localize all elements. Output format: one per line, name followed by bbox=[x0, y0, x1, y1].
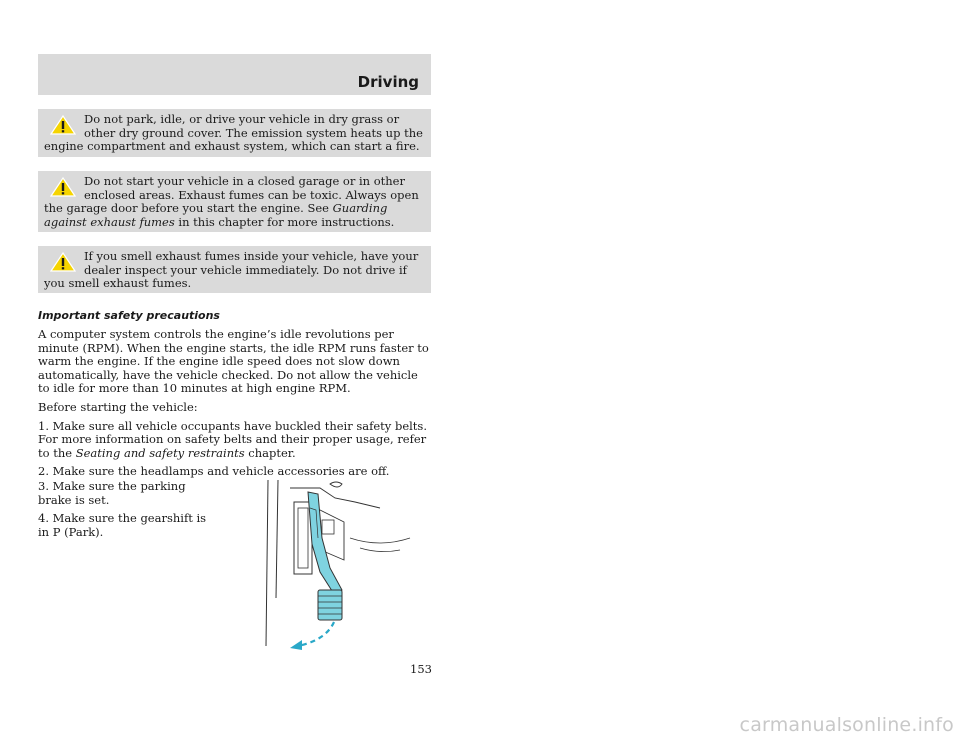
warning-box-exhaust-fumes bbox=[38, 246, 431, 293]
warning-triangle-icon bbox=[50, 252, 76, 272]
paragraph-idle-rpm: A computer system controls the engine’s idle revolutions per minute (RPM). When the engine starts, the idle RPM runs faster to warm the engine. If the engine idle speed does not slow down automatically, have the vehicle checked. Do not allow the vehicle to idle for more than 10 minutes at high engine RPM. bbox=[38, 327, 429, 396]
warning-text-part: in this chapter for more instructions. bbox=[174, 214, 395, 229]
section-heading: Important safety precautions bbox=[38, 309, 220, 322]
warning-box-dry-grass bbox=[38, 109, 431, 157]
page-number: 153 bbox=[410, 662, 432, 676]
cross-reference-link-text: Guarding against exhaust fumes bbox=[44, 201, 388, 229]
cross-reference-link-text: Seating and safety restraints bbox=[75, 445, 245, 460]
step-3: 3. Make sure the parking brake is set. bbox=[38, 479, 186, 507]
step-2: 2. Make sure the headlamps and vehicle accessories are off. bbox=[38, 464, 390, 479]
step-4: 4. Make sure the gearshift is in P (Park). bbox=[38, 511, 207, 539]
site-watermark: carmanualsonline.info bbox=[739, 714, 954, 736]
warning-text-part: Do not start your vehicle in a closed garage or in other enclosed areas. Exhaust fumes can be toxic. Always open the garage door before you start the engine. See bbox=[44, 174, 419, 216]
step-1 bbox=[38, 420, 431, 461]
parking-brake-pedal-illustration bbox=[260, 478, 430, 652]
warning-triangle-icon bbox=[50, 115, 76, 135]
warning-text: If you smell exhaust fumes inside your vehicle, have your dealer inspect your vehicle immediately. Do not drive if you smell exhaust fumes. bbox=[44, 249, 419, 291]
warning-triangle-icon bbox=[50, 177, 76, 197]
warning-text: Do not park, idle, or drive your vehicle in dry grass or other dry ground cover. The emission system heats up the engine compartment and exhaust system, which can start a fire. bbox=[44, 112, 423, 154]
step-text: 1. Make sure all vehicle occupants have buckled their safety belts. For more information on safety belts and their proper usage, refer to the bbox=[38, 418, 427, 460]
warning-text bbox=[44, 175, 423, 229]
chapter-title: Driving bbox=[357, 73, 419, 91]
section-body bbox=[38, 328, 431, 484]
steps-narrow-column bbox=[38, 480, 216, 544]
warning-box-closed-garage bbox=[38, 171, 431, 232]
chapter-header bbox=[38, 54, 431, 95]
paragraph-before-starting: Before starting the vehicle: bbox=[38, 399, 198, 414]
step-text: chapter. bbox=[244, 445, 296, 460]
